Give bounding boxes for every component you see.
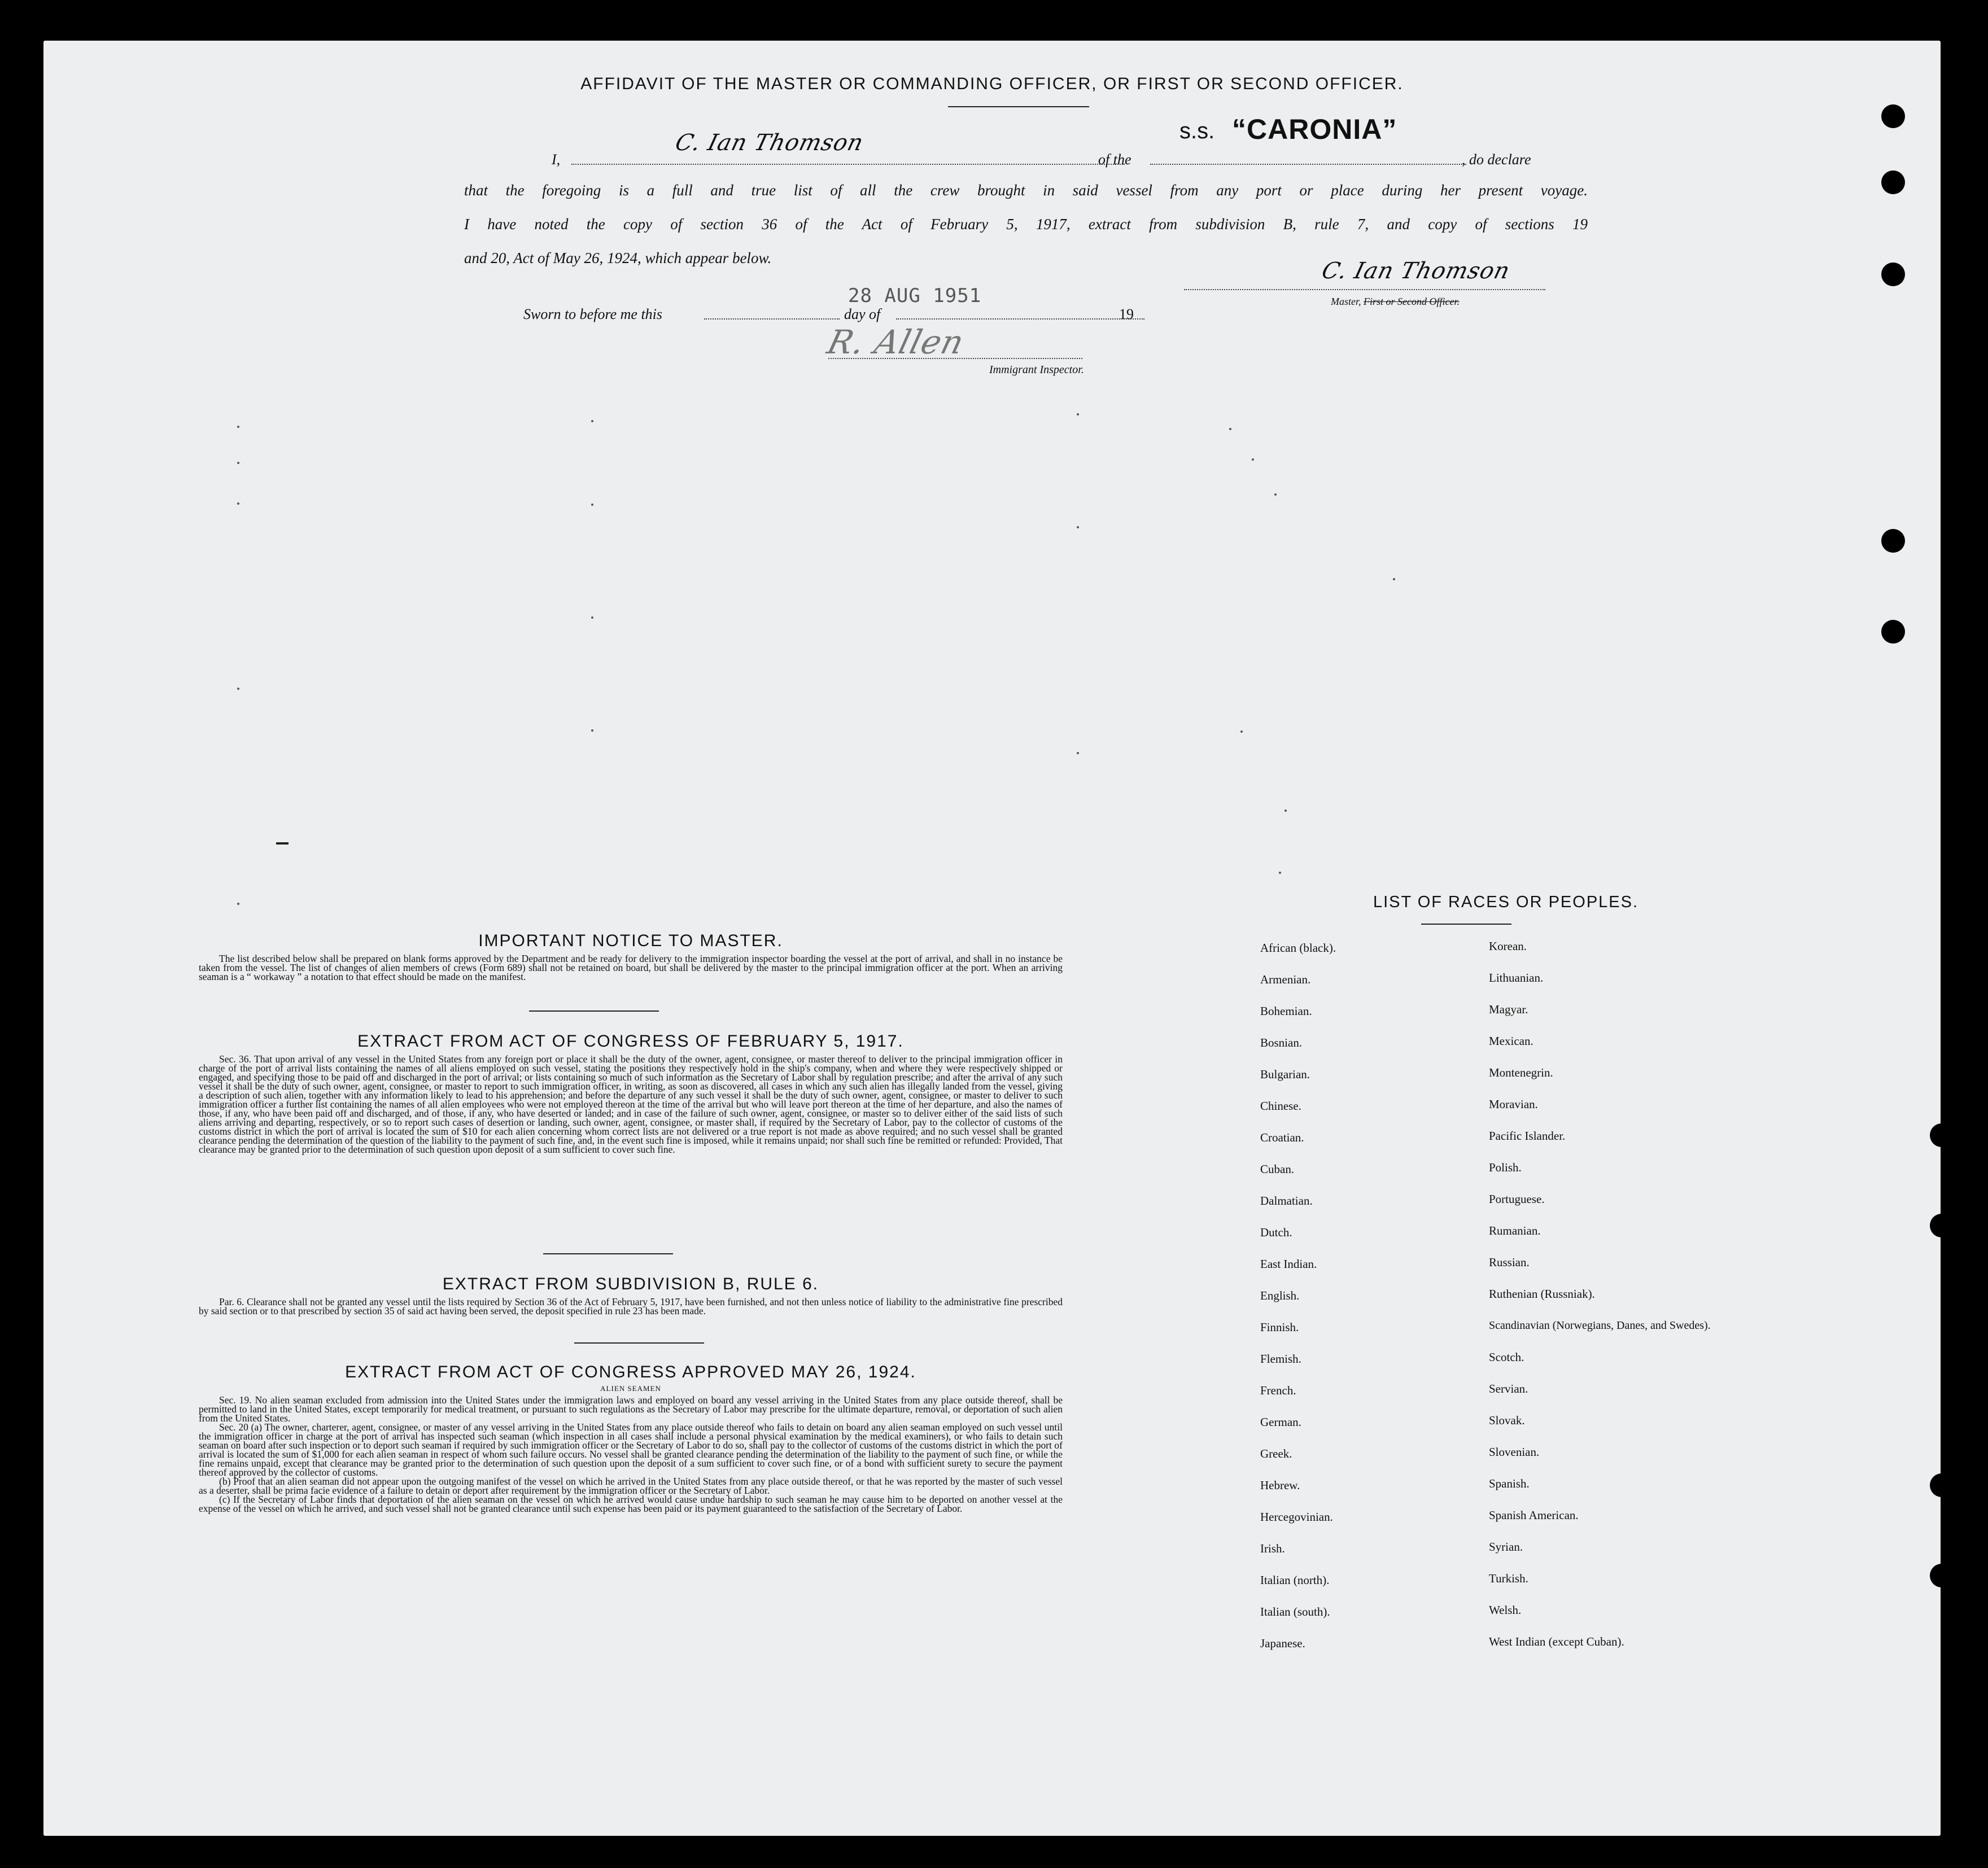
inspector-line bbox=[828, 358, 1082, 359]
inspector-signature: R. Allen bbox=[823, 323, 968, 361]
race-item: German. bbox=[1260, 1415, 1301, 1429]
punch-hole bbox=[1930, 1564, 1954, 1587]
race-item: Magyar. bbox=[1489, 1003, 1528, 1016]
race-item: Slovak. bbox=[1489, 1414, 1525, 1427]
race-item: Bulgarian. bbox=[1260, 1068, 1310, 1081]
speck bbox=[591, 420, 593, 422]
speck bbox=[591, 504, 593, 506]
speck bbox=[1393, 578, 1395, 580]
sworn-day-line bbox=[704, 318, 840, 320]
race-item: Welsh. bbox=[1489, 1603, 1522, 1617]
race-item: Italian (north). bbox=[1260, 1573, 1330, 1587]
punch-hole bbox=[1881, 104, 1905, 128]
extract-1924-title: EXTRACT FROM ACT OF CONGRESS APPROVED MAY 26, 1924. bbox=[345, 1363, 916, 1381]
master-signature-line bbox=[1184, 289, 1545, 290]
sworn-label: Sworn to before me this bbox=[523, 306, 663, 322]
notice-title: IMPORTANT NOTICE TO MASTER. bbox=[478, 931, 783, 950]
declaration-line-3: and 20, Act of May 26, 1924, which appear below. bbox=[464, 250, 772, 266]
subdivision-b-title: EXTRACT FROM SUBDIVISION B, RULE 6. bbox=[442, 1275, 819, 1293]
race-item: Greek. bbox=[1260, 1447, 1292, 1460]
speck bbox=[1274, 493, 1277, 496]
i-label: I, bbox=[552, 151, 561, 168]
speck bbox=[1284, 810, 1287, 812]
inspector-caption: Immigrant Inspector. bbox=[989, 364, 1084, 376]
race-item: Pacific Islander. bbox=[1489, 1129, 1566, 1143]
race-item: Servian. bbox=[1489, 1382, 1528, 1395]
extract-1924-body bbox=[199, 1395, 1063, 1513]
race-item: Moravian. bbox=[1489, 1097, 1538, 1111]
speck bbox=[1240, 730, 1243, 733]
declaration-line-1: that the foregoing is a full and true list of all the crew brought in said vessel from any port or place during her present voyage. bbox=[464, 182, 1588, 199]
race-item: English. bbox=[1260, 1289, 1300, 1302]
speck bbox=[237, 688, 239, 690]
race-item: Spanish American. bbox=[1489, 1508, 1579, 1522]
races-right-column bbox=[1489, 939, 1726, 1666]
race-item: East Indian. bbox=[1260, 1257, 1317, 1271]
speck bbox=[591, 616, 593, 619]
race-item: Spanish. bbox=[1489, 1477, 1530, 1490]
race-item: Ruthenian (Russniak). bbox=[1489, 1287, 1595, 1301]
ship-line bbox=[1150, 164, 1466, 165]
master-caption-plain: Master, bbox=[1331, 296, 1361, 307]
race-item: Scotch. bbox=[1489, 1350, 1524, 1364]
speck bbox=[1279, 872, 1281, 874]
punch-hole bbox=[1930, 1214, 1954, 1237]
speck bbox=[1077, 752, 1079, 754]
punch-hole bbox=[1881, 263, 1905, 286]
punch-hole bbox=[1930, 1123, 1954, 1147]
punch-hole bbox=[1930, 1473, 1954, 1497]
separator bbox=[543, 1253, 673, 1254]
separator bbox=[529, 1010, 659, 1012]
extract-1924-subtitle: ALIEN SEAMEN bbox=[600, 1384, 661, 1393]
race-item: Hebrew. bbox=[1260, 1478, 1300, 1492]
speck bbox=[1077, 526, 1079, 528]
race-item: Rumanian. bbox=[1489, 1224, 1541, 1237]
sec-20a: Sec. 20 (a) The owner, charterer, agent, consignee, or master of any vessel arriving in the United States from any place outside thereof who fails to detain on board any alien seaman employed on such vessel until the immigration officer in charge at the port of arrival has inspected such seaman (which inspection in all cases shall include a personal physical examination by the medical examiners), or who fails to detain such seaman on board after such inspection or to deport such seaman if required by such immigration officer or the Secretary of Labor to do so, shall pay to the collector of customs of the customs district in which the port of arrival is located the sum of $1,000 for each alien seaman in respect of whom such failure occurs. No vessel shall be granted clearance pending the determination of the liability to the payment of such fine, or while the fine remains unpaid, except that clearance may be granted prior to the determination of such question upon the deposit of a sum sufficient to cover such fine, or of a bond with sufficient surety to secure the payment thereof approved by the collector of customs. bbox=[199, 1421, 1063, 1478]
race-item: Chinese. bbox=[1260, 1099, 1301, 1113]
punch-hole bbox=[1881, 529, 1905, 553]
race-item: Japanese. bbox=[1260, 1637, 1305, 1650]
title-underline bbox=[948, 106, 1089, 107]
races-underline bbox=[1421, 924, 1511, 925]
date-stamp: 28 AUG 1951 bbox=[848, 285, 982, 307]
race-item: French. bbox=[1260, 1384, 1296, 1397]
race-item: Polish. bbox=[1489, 1161, 1522, 1174]
do-declare-label: , do declare bbox=[1462, 151, 1531, 168]
officer-signature: C. Ian Thomson bbox=[672, 130, 867, 156]
year-prefix: 19 bbox=[1119, 306, 1134, 322]
extract-1917-body: Sec. 36. That upon arrival of any vessel in the United States from any foreign port or place it shall be the duty of the owner, agent, consignee, or master thereof to deliver to the principal immigration officer in charge of the port of arrival lists containing the names of all aliens employed on such vessel, stating the positions they respectively hold in the ship's company, when and where they were respectively shipped or engaged, and specifying those to be paid off and discharged in the port of arrival; or lists containing so much of such information as the Secretary of Labor shall by regulation prescribe; and after the arrival of any such vessel it shall be the duty of such owner, agent, consignee, or master to report to such immigration officer, in writing, as soon as discovered, all cases in which any such alien has illegally landed from the vessel, giving a description of such alien, together with any information likely to lead to his apprehension; and before the departure of any such vessel it shall be the duty of such owner, agent, consignee, or master to deliver to such immigration officer a further list containing the names of all alien employees who were not employed thereon at the time of the arrival but who will leave port thereon at the time of her departure, and also the names of those, if any, who have been paid off and discharged, and of those, if any, who have deserted or landed; and in case of the failure of such owner, agent, consignee, or master so to deliver either of the said lists of such aliens arriving and departing, respectively, or so to report such cases of desertion or landing, such owner, agent, consignee, or master shall, if required by the Secretary of Labor, pay to the collector of customs of the customs district in which the port of arrival is located the sum of $10 for each alien concerning whom correct lists are not delivered or a true report is not made as above required; and no such vessel shall be granted clearance pending the determination of the question of the liability to the payment of such fine, and, in the event such fine is imposed, while it remains unpaid; nor shall such fine be remitted or refunded: Provided, That clearance may be granted prior to the determination of such question upon deposit of a sum sufficient to cover such fine. bbox=[199, 1053, 1063, 1155]
race-item: Mexican. bbox=[1489, 1034, 1533, 1048]
sec-20b: (b) Proof that an alien seaman did not appear upon the outgoing manifest of the vessel on which he arrived in the United States from any place outside thereof, or that he was reported by the master of such vessel as a deserter, shall be prima facie evidence of a failure to detain or deport after requirement by the immigration officer or the Secretary of Labor. bbox=[199, 1476, 1063, 1496]
race-item: Dutch. bbox=[1260, 1226, 1292, 1239]
race-item: Finnish. bbox=[1260, 1320, 1299, 1334]
name-line bbox=[571, 164, 1125, 165]
speck bbox=[1252, 458, 1254, 461]
race-item: Portuguese. bbox=[1489, 1192, 1545, 1206]
race-item: Slovenian. bbox=[1489, 1445, 1540, 1459]
separator bbox=[574, 1342, 704, 1344]
race-item: Syrian. bbox=[1489, 1540, 1523, 1554]
master-signature: C. Ian Thomson bbox=[1319, 258, 1513, 284]
race-item: Russian. bbox=[1489, 1255, 1530, 1269]
master-caption-struck: First or Second Officer. bbox=[1364, 296, 1460, 307]
race-item: Dalmatian. bbox=[1260, 1194, 1313, 1208]
document-page bbox=[43, 41, 1941, 1836]
punch-hole bbox=[1881, 620, 1905, 644]
speck bbox=[1229, 428, 1231, 430]
day-of-label: day of bbox=[844, 306, 881, 322]
sec-20c: (c) If the Secretary of Labor finds that deportation of the alien seaman on the vessel on which he arrived would cause undue hardship to such seaman he may cause him to be deported on another vessel at the expense of the vessel on which he arrived, and such vessel shall not be granted clearance until such expense has been paid or its payment guaranteed to the satisfaction of the Secretary of Labor. bbox=[199, 1494, 1063, 1514]
race-item: Bosnian. bbox=[1260, 1036, 1303, 1049]
mark bbox=[276, 842, 289, 845]
speck bbox=[591, 729, 593, 732]
races-left-column bbox=[1260, 941, 1486, 1668]
race-item: Hercegovinian. bbox=[1260, 1510, 1333, 1524]
sec-19: Sec. 19. No alien seaman excluded from admission into the United States under the immigration laws and employed on board any vessel arriving in the United States from any place outside thereof, shall be permitted to land in the United States, except temporarily for medical treatment, or pursuant to such regulations as the Secretary of Labor may prescribe for the ultimate departure, removal, or deportation of such alien from the United States. bbox=[199, 1394, 1063, 1424]
ship-prefix: s.s. bbox=[1179, 119, 1215, 143]
master-caption bbox=[1331, 296, 1460, 308]
speck bbox=[237, 903, 239, 905]
race-item: Scandinavian (Norwegians, Danes, and Swedes). bbox=[1489, 1319, 1711, 1332]
race-item: Irish. bbox=[1260, 1542, 1285, 1555]
race-item: Cuban. bbox=[1260, 1162, 1295, 1176]
speck bbox=[237, 426, 239, 428]
race-item: Korean. bbox=[1489, 939, 1527, 953]
race-item: Croatian. bbox=[1260, 1131, 1304, 1144]
race-item: Bohemian. bbox=[1260, 1004, 1312, 1018]
speck bbox=[237, 502, 239, 505]
speck bbox=[237, 462, 239, 464]
subdivision-b-body: Par. 6. Clearance shall not be granted any vessel until the lists required by Section 36 of the Act of February 5, 1917, have been furnished, and not then unless notice of liability to the administrative fine prescribed by said section or to that prescribed by section 35 of said act having been served, the deposit specified in rule 23 has been made. bbox=[199, 1296, 1063, 1316]
race-item: West Indian (except Cuban). bbox=[1489, 1635, 1624, 1648]
notice-body: The list described below shall be prepared on blank forms approved by the Department and be ready for delivery to the immigration inspector boarding the vessel at the port of arrival, and shall in no instance be taken from the vessel. The list of changes of alien members of crews (Form 689) shall not be retained on board, but shall be delivered by the master to the principal immigration officer at the port. When an arriving seaman is a “ workaway ” a notation to that effect should be made on the manifest. bbox=[199, 953, 1063, 982]
speck bbox=[1077, 413, 1079, 415]
races-title: LIST OF RACES OR PEOPLES. bbox=[1373, 893, 1639, 911]
of-the-label: of the bbox=[1098, 151, 1131, 168]
race-item: African (black). bbox=[1260, 941, 1336, 955]
race-item: Flemish. bbox=[1260, 1352, 1301, 1366]
race-item: Armenian. bbox=[1260, 973, 1311, 986]
punch-hole bbox=[1881, 170, 1905, 194]
affidavit-title: AFFIDAVIT OF THE MASTER OR COMMANDING OFFICER, OR FIRST OR SECOND OFFICER. bbox=[580, 75, 1404, 93]
month-line bbox=[896, 318, 1144, 320]
race-item: Montenegrin. bbox=[1489, 1066, 1553, 1079]
extract-1917-title: EXTRACT FROM ACT OF CONGRESS OF FEBRUARY 5, 1917. bbox=[357, 1032, 904, 1051]
race-item: Italian (south). bbox=[1260, 1605, 1330, 1618]
declaration-line-2: I have noted the copy of section 36 of the Act of February 5, 1917, extract from subdivision B, rule 7, and copy of sections 19 bbox=[464, 216, 1588, 233]
race-item: Lithuanian. bbox=[1489, 971, 1544, 985]
race-item: Turkish. bbox=[1489, 1572, 1528, 1585]
ship-name: “CARONIA” bbox=[1232, 113, 1397, 145]
